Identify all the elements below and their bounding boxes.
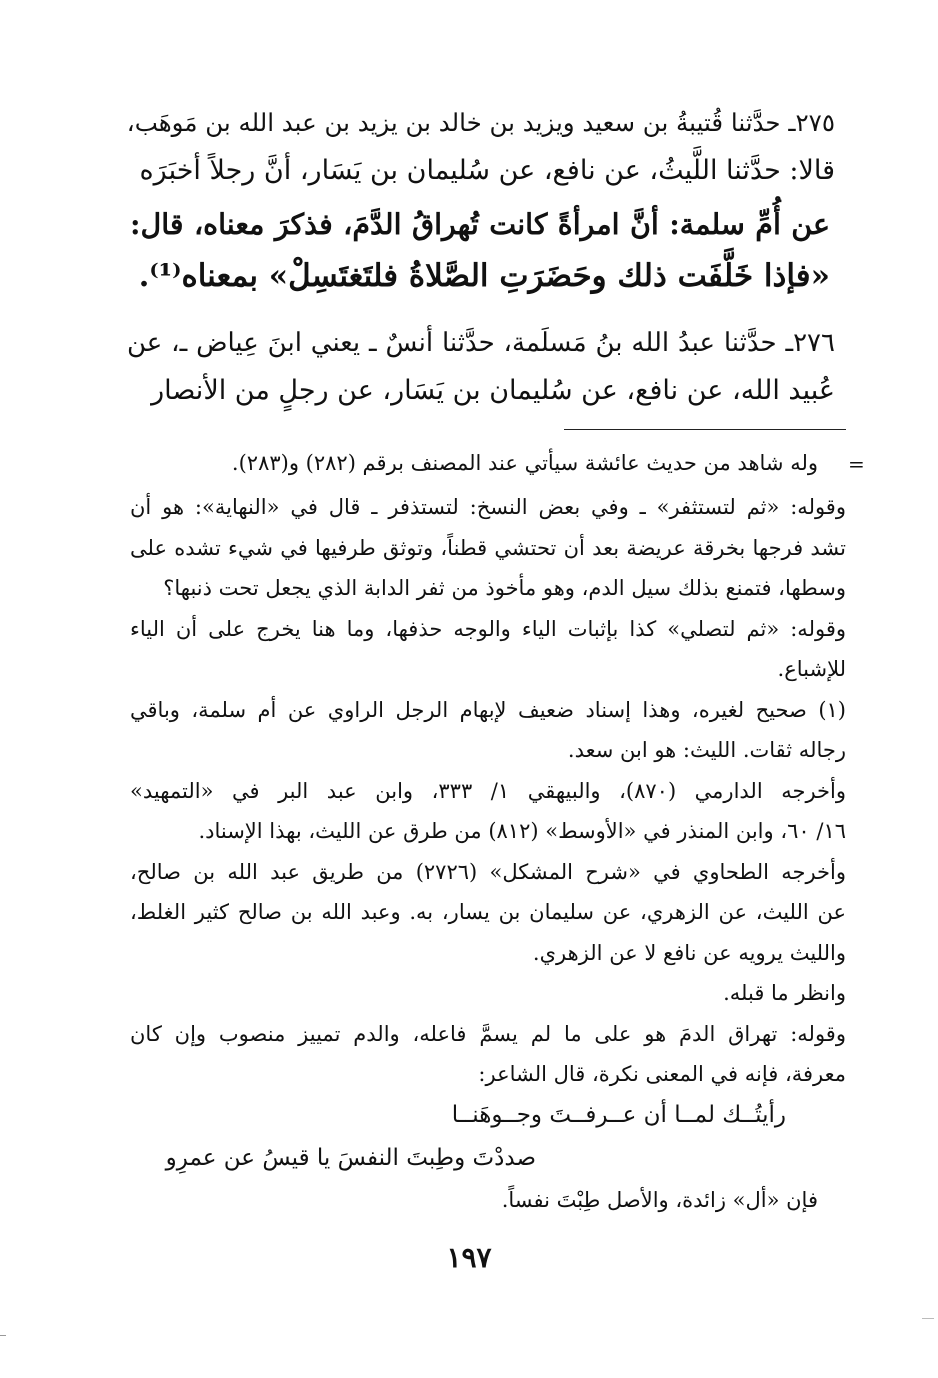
footnote-line: وله شاهد من حديث عائشة سيأتي عند المصنف برقم (٢٨٢) و(٢٨٣). <box>231 451 818 475</box>
footnote-separator <box>564 429 846 430</box>
continuation-mark: = <box>848 452 865 476</box>
footnote-1-line: وأخرجه الطحاوي في «شرح المشكل» (٢٧٢٦) من طريق عبد الله بن صالح، <box>130 860 846 884</box>
hadith-276-line-2: عُبيد الله، عن نافع، عن سُليمان بن يَسَار، عن رجلٍ من الأنصار <box>151 375 835 406</box>
footnote-1-line: معرفة، فإنه في المعنى نكرة، قال الشاعر: <box>478 1062 846 1086</box>
hadith-275-line-3: عن أُمِّ سلمة: أنَّ امرأةً كانت تُهراقُ الدَّمَ، فذكرَ معناه، قال: <box>130 207 830 241</box>
footnote-1-line: ١٦/ ٦٠، وابن المنذر في «الأوسط» (٨١٢) من طرق عن الليث، بهذا الإسناد. <box>198 819 846 843</box>
footnote-line: وقوله: «ثم لتصلي» كذا بإثبات الياء والوجه حذفها، وما هنا يخرج على أن الياء <box>130 617 846 641</box>
footnote-line: للإشباع. <box>777 657 846 681</box>
footnote-1-line: وقوله: تهراق الدمَ هو على ما لم يسمَّ فاعله، والدم تمييز منصوب وإن كان <box>130 1022 846 1046</box>
hadith-276-line-1: ٢٧٦ـ حدَّثنا عبدُ الله بنُ مَسلَمة، حدَّثنا أنسٌ ـ يعني ابنَ عِياض ـ، عن <box>127 328 835 358</box>
footnote-1-line: رجاله ثقات. الليث: هو ابن سعد. <box>567 738 846 762</box>
footnote-1-line: فإن «أل» زائدة، والأصل طِبْتَ نفساً. <box>501 1188 818 1212</box>
footnote-line: وقوله: «ثم لتستثفر» ـ وفي بعض النسخ: لتستذفر ـ قال في «النهاية»: هو أن <box>130 495 846 519</box>
footnote-1-line: وانظر ما قبله. <box>723 981 846 1005</box>
page-number: ١٩٧ <box>446 1241 492 1274</box>
hadith-275-line-1: ٢٧٥ـ حدَّثنا قُتيبةُ بن سعيد ويزيد بن خالد بن يزيد بن عبد الله بن مَوهَب، <box>126 108 835 137</box>
hadith-275-line-2: قالا: حدَّثنا اللَّيثُ، عن نافع، عن سُليمان بن يَسَار، أنَّ رجلاً أخبَرَه <box>139 155 835 186</box>
footnote-1-line: وأخرجه الدارمي (٨٧٠)، والبيهقي ١/ ٣٣٣، وابن عبد البر في «التمهيد» <box>130 779 847 803</box>
footnote-line: تشد فرجها بخرقة عريضة بعد أن تحتشي قطناً، وتوثق طرفيها في شيء تشده على <box>130 536 846 560</box>
footnote-1-line: (١) صحيح لغيره، وهذا إسناد ضعيف لإبهام الرجل الراوي عن أم سلمة، وباقي <box>130 698 846 722</box>
footnote-1-line: والليث يرويه عن نافع لا عن الزهري. <box>532 941 846 965</box>
footnote-line: وسطها، فتمنع بذلك سيل الدم، وهو مأخوذ من ثفر الدابة الذي يجعل تحت ذنبها؟ <box>163 576 846 600</box>
scan-mark <box>0 1335 6 1336</box>
poem-verse-second-hemistich: صددْتَ وطِبتَ النفسَ يا قيسُ عن عمرِو <box>165 1145 536 1171</box>
footnote-1-line: عن الليث، عن الزهري، عن سليمان بن يسار، به. وعبد الله بن صالح كثير الغلط، <box>130 900 846 924</box>
poem-verse-first-hemistich: رأيتُــك لمــا أن عــرفــتَ وجــوهَنــا <box>451 1102 786 1128</box>
hadith-275-line-4: «فإذا خَلَّفَت ذلك وحَضَرَتِ الصَّلاةُ فلتَغتَسِلْ» بمعناه⁽¹⁾. <box>138 258 830 294</box>
scan-mark <box>922 1318 934 1319</box>
